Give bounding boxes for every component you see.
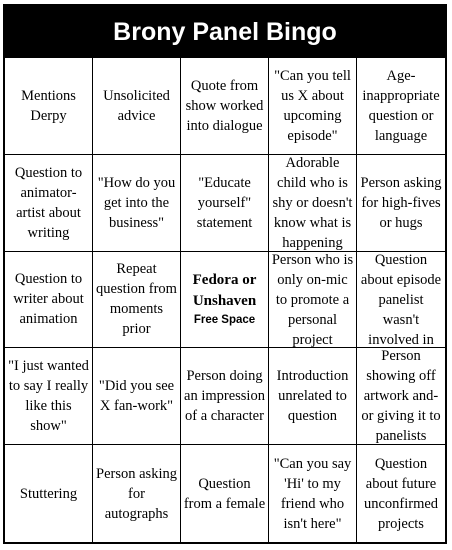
bingo-cell: "Can you tell us X about upcoming episode" (269, 58, 357, 155)
bingo-cell: Adorable child who is shy or doesn't know what is happening (269, 155, 357, 252)
bingo-cell: Repeat question from moments prior (93, 252, 181, 349)
bingo-cell: Stuttering (5, 445, 93, 542)
bingo-card (3, 4, 447, 544)
bingo-cell: "I just wanted to say I really like this show" (5, 348, 93, 445)
bingo-cell: Unsolicited advice (93, 58, 181, 155)
free-space-label: Free Space (193, 314, 256, 327)
bingo-cell: Person doing an impression of a character (181, 348, 269, 445)
bingo-cell: Mentions Derpy (5, 58, 93, 155)
bingo-cell: Question about episode panelist wasn't involved in (357, 252, 445, 349)
bingo-cell: "Educate yourself" statement (181, 155, 269, 252)
bingo-cell: Quote from show worked into dialogue (181, 58, 269, 155)
bingo-cell: "Can you say 'Hi' to my friend who isn't here" (269, 445, 357, 542)
card-title: Brony Panel Bingo (5, 6, 445, 58)
bingo-cell: Person asking for autographs (93, 445, 181, 542)
bingo-cell: "Did you see X fan-work" (93, 348, 181, 445)
bingo-cell: Person showing off artwork and-or giving it to panelists (357, 348, 445, 445)
free-space-text: Fedora or Unshaven (192, 272, 257, 310)
bingo-cell: Age-inappropriate question or language (357, 58, 445, 155)
bingo-cell: Question from a female (181, 445, 269, 542)
bingo-cell: Question about future unconfirmed projects (363, 455, 439, 532)
free-space-cell (181, 252, 269, 349)
bingo-cell: Introduction unrelated to question (269, 348, 357, 445)
bingo-cell: Question to writer about animation (5, 252, 93, 349)
bingo-cell: Person who is only on-mic to promote a personal project (269, 252, 357, 349)
bingo-grid (5, 58, 445, 542)
bingo-cell: Person asking for high-fives or hugs (357, 155, 445, 252)
bingo-cell: "How do you get into the business" (93, 155, 181, 252)
bingo-cell: Question to animator-artist about writing (5, 155, 93, 252)
